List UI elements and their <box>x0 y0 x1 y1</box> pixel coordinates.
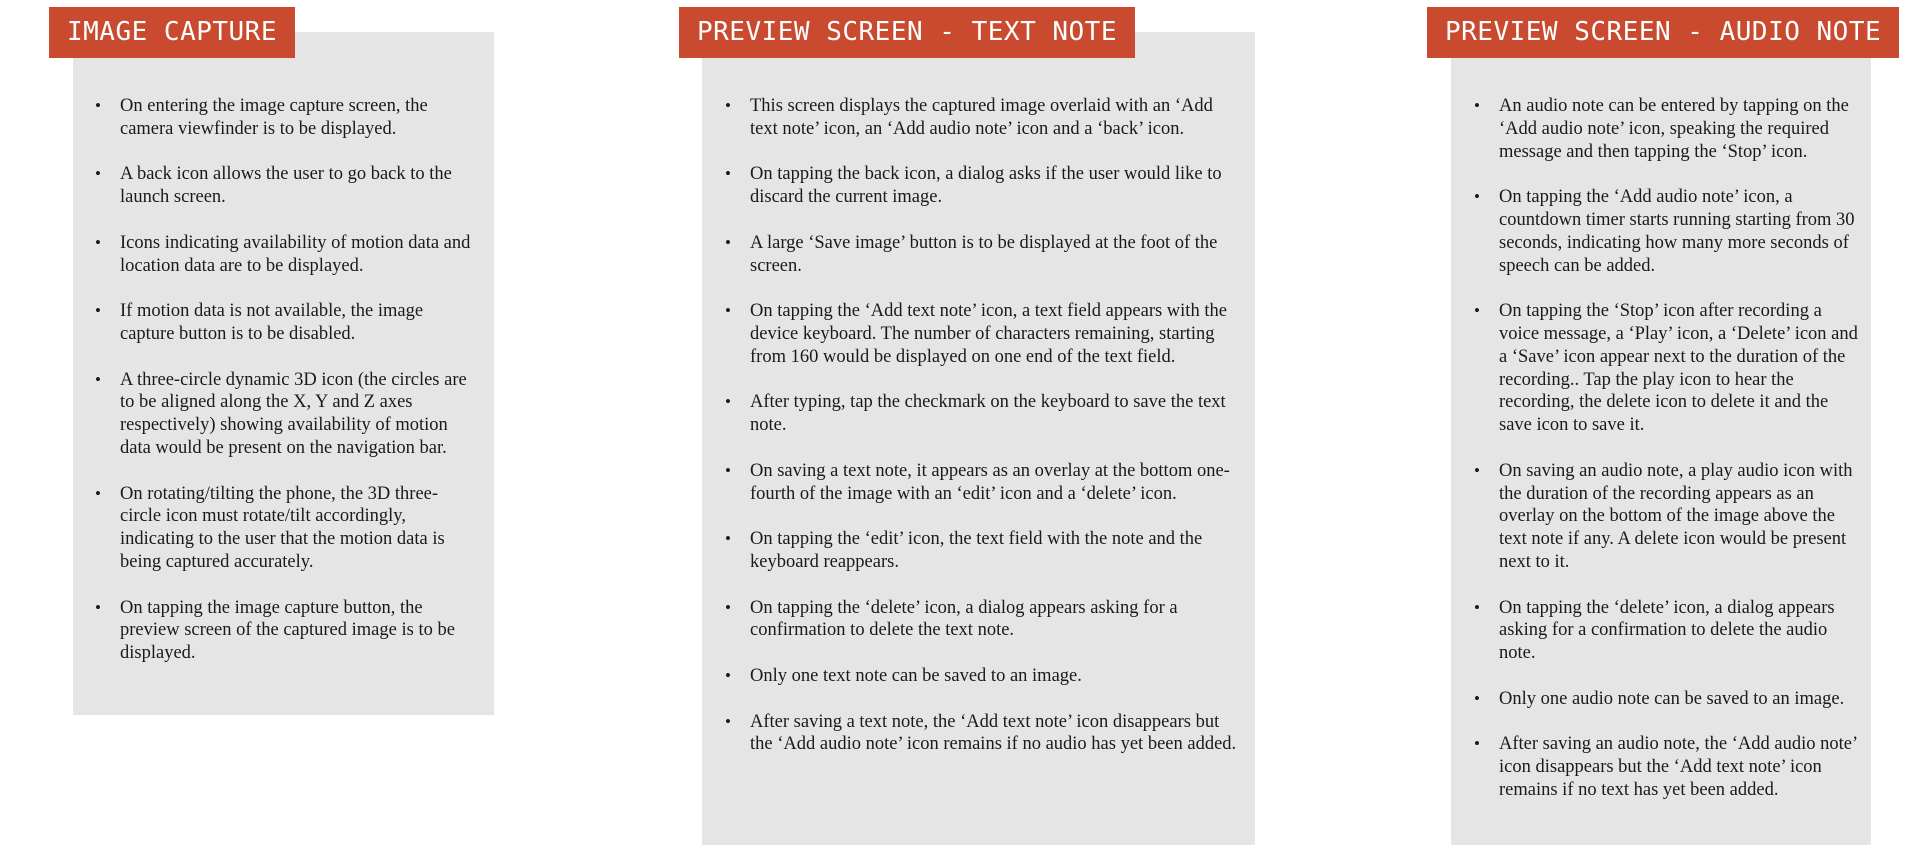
audio-note-title: PREVIEW SCREEN - AUDIO NOTE <box>1427 7 1899 58</box>
list-item: • On tapping the ‘delete’ icon, a dialog appears asking for a confirmation to delete the text note. <box>750 597 1238 643</box>
list-item: • On tapping the ‘delete’ icon, a dialog appears asking for a confirmation to delete the audio note. <box>1499 597 1861 665</box>
list-item: • On tapping the ‘Add text note’ icon, a text field appears with the device keyboard. The number of characters remaining, starting from 160 would be displayed on one end of the text field. <box>750 300 1238 368</box>
list-item: • Only one audio note can be saved to an image. <box>1499 688 1861 711</box>
audio-note-list <box>1499 95 1861 825</box>
list-item: • An audio note can be entered by tapping on the ‘Add audio note’ icon, speaking the required message and then tapping the ‘Stop’ icon. <box>1499 95 1861 163</box>
text-note-title: PREVIEW SCREEN - TEXT NOTE <box>679 7 1135 58</box>
list-item: • After saving a text note, the ‘Add text note’ icon disappears but the ‘Add audio note’ icon remains if no audio has yet been added. <box>750 711 1238 757</box>
list-item: • On rotating/tilting the phone, the 3D three-circle icon must rotate/tilt accordingly, indicating to the user that the motion data is being captured accurately. <box>120 483 475 574</box>
list-item: • On tapping the ‘edit’ icon, the text field with the note and the keyboard reappears. <box>750 528 1238 574</box>
list-item: • On tapping the ‘Add audio note’ icon, a countdown timer starts running starting from 30 seconds, indicating how many more seconds of speech can be added. <box>1499 186 1861 277</box>
list-item: • On saving an audio note, a play audio icon with the duration of the recording appears as an overlay on the bottom of the image above the text note if any. A delete icon would be present next to it. <box>1499 460 1861 574</box>
list-item: • A back icon allows the user to go back to the launch screen. <box>120 163 475 209</box>
list-item: • On tapping the image capture button, the preview screen of the captured image is to be displayed. <box>120 597 475 665</box>
list-item: • After saving an audio note, the ‘Add audio note’ icon disappears but the ‘Add text note’ icon remains if no text has yet been added. <box>1499 733 1861 801</box>
list-item: • On saving a text note, it appears as an overlay at the bottom one-fourth of the image with an ‘edit’ icon and a ‘delete’ icon. <box>750 460 1238 506</box>
text-note-list <box>750 95 1238 779</box>
list-item: • After typing, tap the checkmark on the keyboard to save the text note. <box>750 391 1238 437</box>
list-item: • A large ‘Save image’ button is to be displayed at the foot of the screen. <box>750 232 1238 278</box>
list-item: • Only one text note can be saved to an image. <box>750 665 1238 688</box>
list-item: • On entering the image capture screen, the camera viewfinder is to be displayed. <box>120 95 475 141</box>
list-item: • This screen displays the captured image overlaid with an ‘Add text note’ icon, an ‘Add audio note’ icon and a ‘back’ icon. <box>750 95 1238 141</box>
list-item: • On tapping the back icon, a dialog asks if the user would like to discard the current image. <box>750 163 1238 209</box>
image-capture-list <box>120 95 475 688</box>
image-capture-title: IMAGE CAPTURE <box>49 7 295 58</box>
list-item: • If motion data is not available, the image capture button is to be disabled. <box>120 300 475 346</box>
list-item: • Icons indicating availability of motion data and location data are to be displayed. <box>120 232 475 278</box>
list-item: • A three-circle dynamic 3D icon (the circles are to be aligned along the X, Y and Z axes respectively) showing availability of motion data would be present on the navigation bar. <box>120 369 475 460</box>
list-item: • On tapping the ‘Stop’ icon after recording a voice message, a ‘Play’ icon, a ‘Delete’ icon and a ‘Save’ icon appear next to the duration of the recording.. Tap the play icon to hear the recording, the delete icon to delete it and the save icon to save it. <box>1499 300 1861 437</box>
